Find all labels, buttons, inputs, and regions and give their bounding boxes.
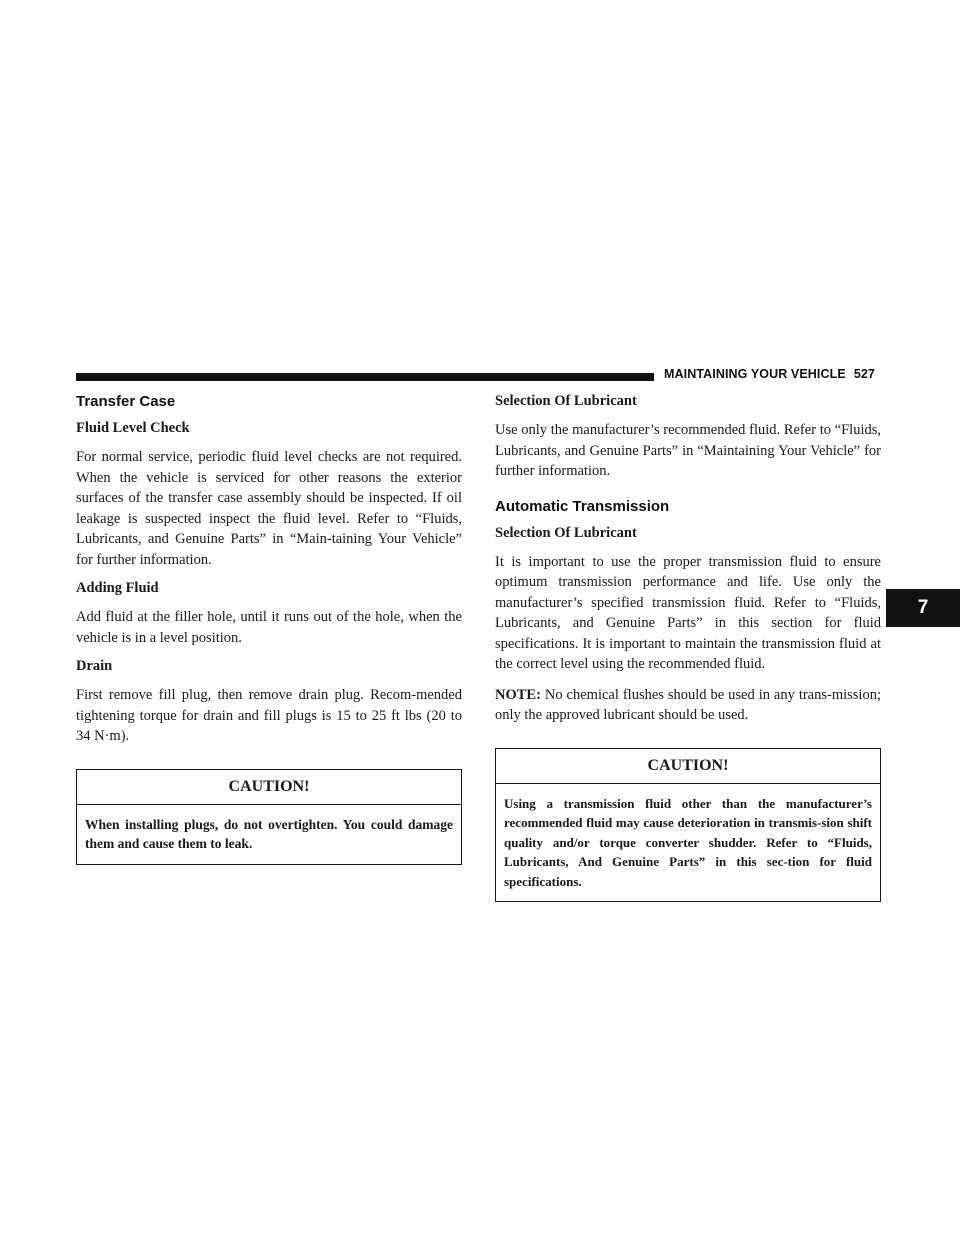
subheading-adding-fluid: Adding Fluid [76, 580, 159, 596]
caution-text: When installing plugs, do not overtighten. You could damage them and cause them to leak. [85, 816, 453, 851]
header-rule [76, 373, 654, 381]
caution-box-transmission [495, 748, 881, 903]
subheading-drain: Drain [76, 658, 113, 674]
subheading-selection-of-lubricant: Selection Of Lubricant [495, 393, 637, 409]
note-paragraph [495, 685, 881, 726]
caution-title-transmission: CAUTION! [496, 749, 880, 784]
section-title: MAINTAINING YOUR VEHICLE [664, 367, 846, 381]
paragraph-selection-of-lubricant: Use only the manufacturer’s recommended fluid. Refer to “Fluids, Lubricants, and Genuine Parts” in “Maintaining Your Vehicle” for further information. [495, 422, 881, 479]
chapter-tab: 7 [886, 589, 960, 627]
subheading-fluid-level-check: Fluid Level Check [76, 420, 190, 436]
subheading-selection-of-lubricant-2: Selection Of Lubricant [495, 524, 637, 541]
left-column [76, 393, 462, 865]
caution-box [76, 769, 462, 865]
paragraph-fluid-level-check: For normal service, periodic fluid level checks are not required. When the vehicle is serviced for other reasons the exterior surfaces of the transfer case assembly should be inspected. If oil leakage is suspected inspect the fluid level. Refer to “Fluids, Lubricants, and Genuine Parts” in “Main-taining Your Vehicle” for further information. [76, 449, 462, 568]
heading-automatic-transmission: Automatic Transmission [495, 497, 670, 515]
paragraph-transmission-fluid: It is important to use the proper transmission fluid to ensure optimum transmission performance and life. Use only the manufacturer’s specified transmission fluid. Refer to “Fluids, Lubricants, and Genuine Parts” in this section for fluid specifications. It is important to maintain the transmission fluid at the correct level using the recommended fluid. [495, 553, 881, 672]
paragraph-adding-fluid: Add fluid at the filler hole, until it runs out of the hole, when the vehicle is in a level position. [76, 609, 462, 646]
running-header [664, 367, 875, 381]
note-label: NOTE: [495, 686, 541, 703]
right-column [495, 393, 881, 902]
page-number: 527 [853, 367, 875, 381]
caution-title: CAUTION! [77, 770, 461, 805]
heading-transfer-case: Transfer Case [76, 393, 176, 410]
note-text: No chemical flushes should be used in any trans-mission; only the approved lubricant should be used. [495, 686, 881, 723]
paragraph-drain: First remove fill plug, then remove drain plug. Recom-mended tightening torque for drain and fill plugs is 15 to 25 ft lbs (20 to 34 N·m). [76, 687, 462, 744]
caution-text-transmission: Using a transmission fluid other than the manufacturer’s recommended fluid may cause deterioration in transmis-sion shift quality and/or torque converter shudder. Refer to “Fluids, Lubricants, And Genuine Parts” in this sec-tion for fluid specifications. [504, 795, 872, 889]
